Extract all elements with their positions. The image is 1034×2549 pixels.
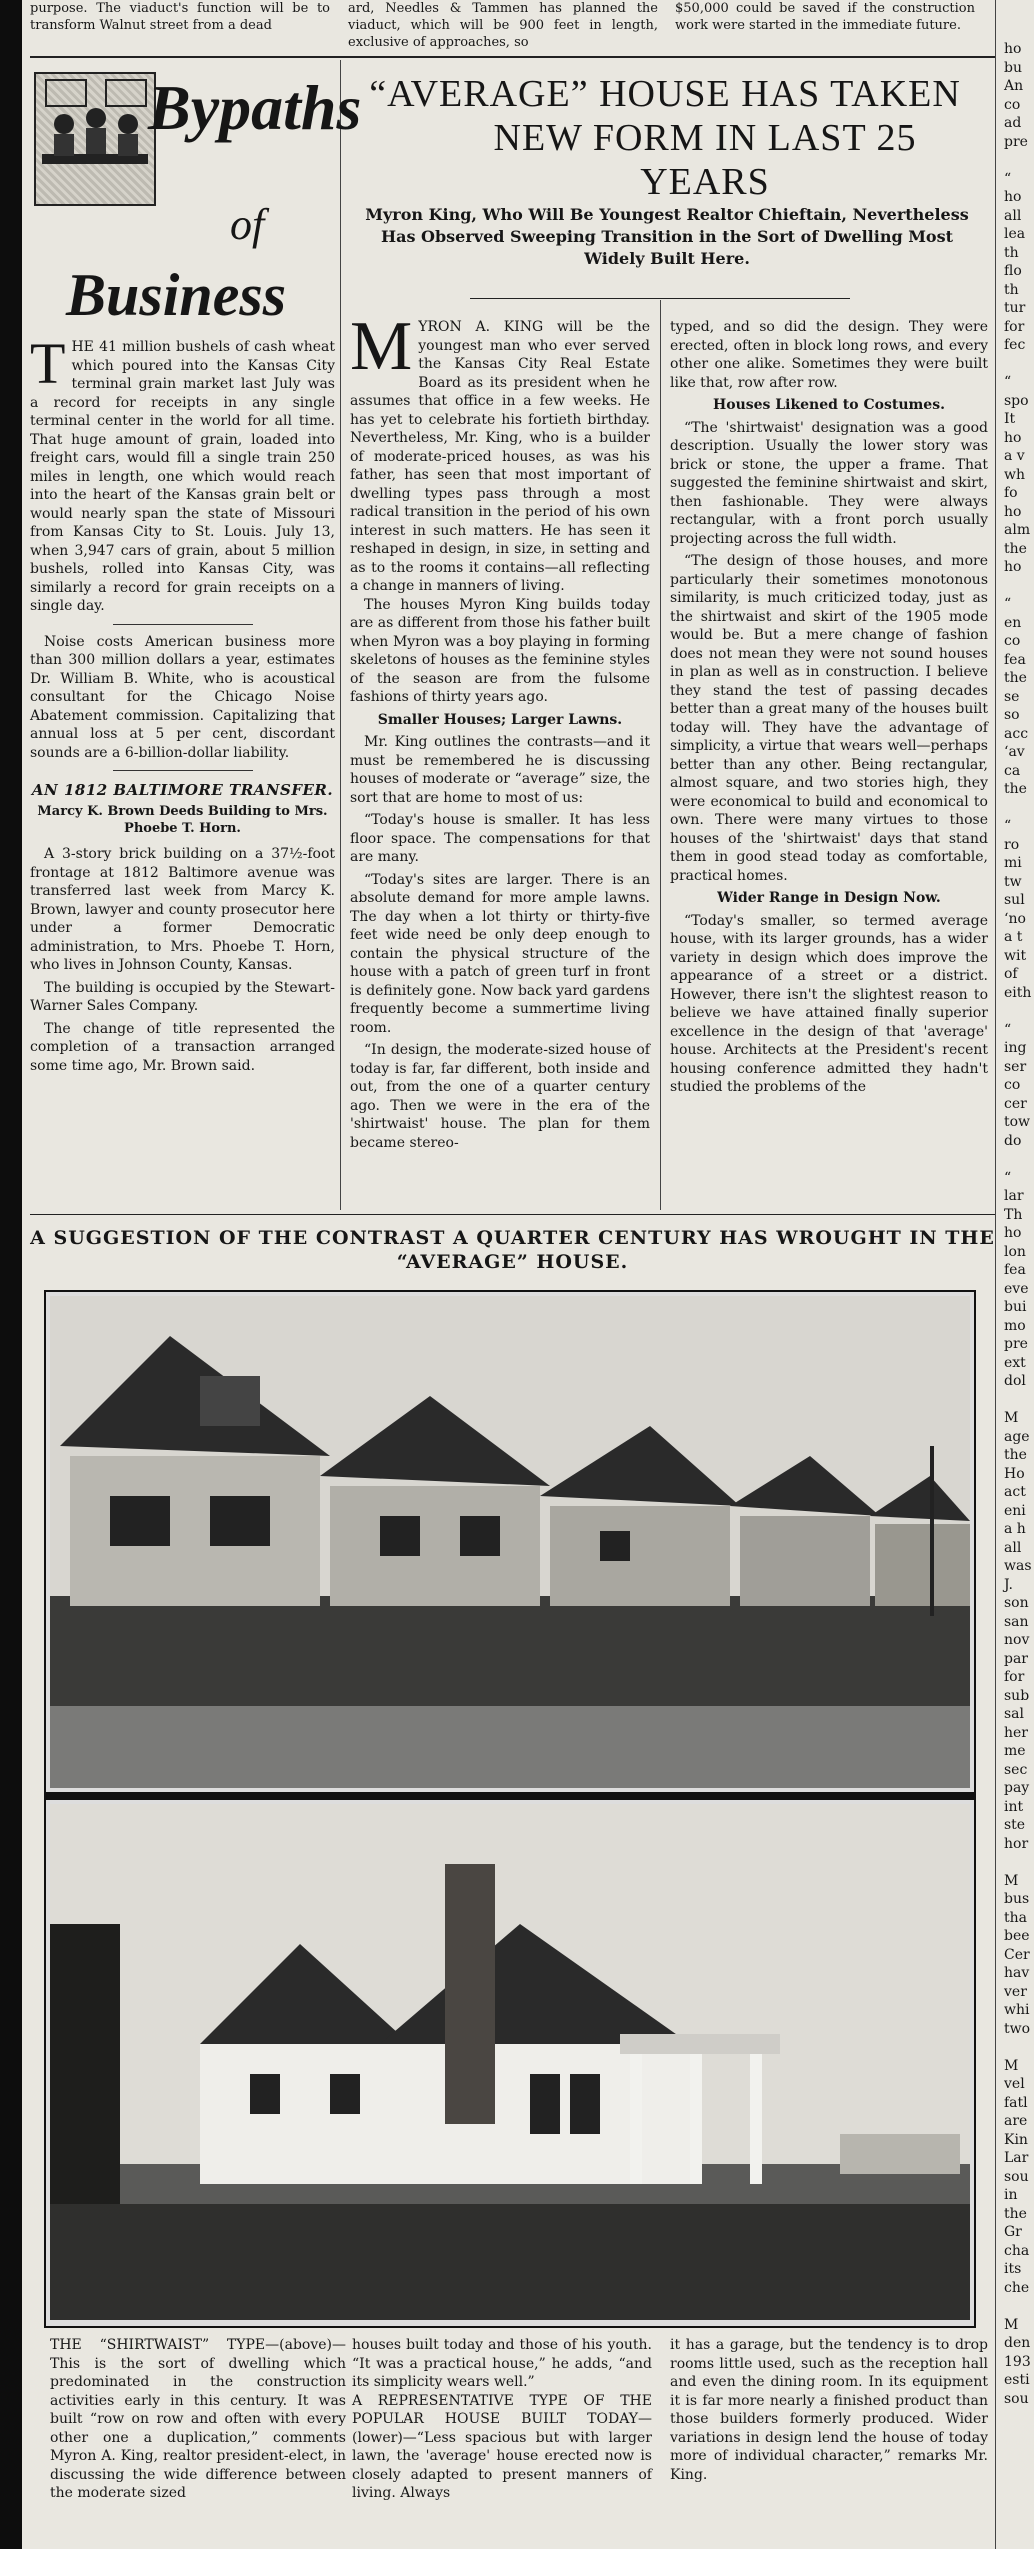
right-column-fragment: ho [1004, 1225, 1022, 1241]
right-column-fragment: “ [1004, 374, 1012, 390]
right-column-fragment: the [1004, 1447, 1027, 1463]
right-column-fragment: eve [1004, 1280, 1029, 1297]
right-column-fragment: cha [1004, 2242, 1030, 2259]
right-column-fragment [1004, 799, 1034, 818]
wheat-drop-cap: T [30, 331, 66, 396]
right-column-fragment: sou [1004, 2390, 1029, 2407]
right-column-fragment: ca [1004, 762, 1021, 779]
right-column-fragment: co [1004, 633, 1021, 649]
right-column-fragment: a v [1004, 448, 1025, 464]
right-column-fragment: whi [1004, 2002, 1030, 2018]
right-column-fragment: acc [1004, 725, 1029, 742]
right-column-fragment: Cer [1004, 1946, 1030, 1963]
right-column-fragment: ho [1004, 429, 1022, 446]
three-men-at-desk-illustration-icon [34, 72, 156, 206]
right-column-fragment: “ [1004, 170, 1012, 187]
right-column-fragment: int [1004, 1798, 1024, 1815]
right-column-fragment: hav [1004, 1965, 1030, 1981]
right-column-fragment: th [1004, 281, 1019, 298]
bypaths-of-business-masthead [30, 68, 362, 338]
right-column-fragment: M [1004, 1410, 1019, 1426]
right-column-fragment: ho [1004, 189, 1022, 205]
article-deck: Myron King, Who Will Be Youngest Realtor Chieftain, Nevertheless Has Observed Sweeping Transition in the Sort of Dwelling Most Widely Built Here. [365, 205, 969, 268]
right-column-fragment: ser [1004, 1058, 1027, 1075]
photo-frame [44, 1290, 976, 2328]
right-column-fragment: san [1004, 1613, 1029, 1630]
right-column-fragment [1004, 355, 1034, 374]
right-column-fragment: esti [1004, 2372, 1030, 2388]
right-column-fragment: eith [1004, 984, 1032, 1001]
right-column-fragment: ste [1004, 1817, 1026, 1833]
article-col2-p2: “The 'shirtwaist' designation was a good description. Usually the lower story was brick or stone, the upper a frame. That suggested the feminine shirtwaist and skirt, then fashionable. They were always rectangular, with a front porch usually projecting across the full width. [670, 419, 988, 547]
right-column-fragment: bus [1004, 1891, 1030, 1907]
right-column-fragment [1004, 1002, 1034, 1021]
right-column-fragment: 193 [1004, 2353, 1031, 2370]
right-column-fragment: che [1004, 2279, 1030, 2296]
headline-line-1: “AVERAGE” HOUSE HAS TAKEN [369, 73, 961, 115]
right-column-fragment [1004, 1853, 1034, 1872]
right-column-fragment: en [1004, 614, 1022, 631]
article-headline [345, 72, 985, 204]
right-column-fragment: co [1004, 1077, 1021, 1093]
right-column-fragment [1004, 1150, 1034, 1169]
top-rule [30, 56, 995, 58]
article-drop-cap: M [350, 308, 413, 385]
top-strip-col-2: ard, Needles & Tammen has planned the viaduct, which will be 900 feet in length, exclusive of approaches, so [348, 1, 658, 50]
column-rule-3 [995, 0, 996, 2549]
right-column-fragment: Lar [1004, 2150, 1029, 2166]
right-column-fragment: alm [1004, 522, 1031, 538]
subhead-wider-range: Wider Range in Design Now. [717, 890, 941, 906]
right-column-fragment: ‘no [1004, 910, 1026, 927]
right-column-fragment: a t [1004, 929, 1023, 945]
right-column-fragment: “ [1004, 818, 1012, 834]
right-column-fragment [1004, 151, 1034, 170]
right-column-fragment: tur [1004, 300, 1026, 316]
right-column-fragment: act [1004, 1484, 1026, 1500]
right-column-fragment: “ [1004, 1021, 1012, 1038]
transfer-body [30, 845, 335, 1075]
wheat-item [30, 331, 335, 616]
article-col1-p4: “Today's house is smaller. It has less floor space. The compensations for that are many. [350, 812, 650, 865]
subhead-houses-likened: Houses Likened to Costumes. [713, 397, 945, 413]
right-column-fragment: do [1004, 1132, 1022, 1149]
column-rule-1 [340, 60, 341, 1210]
right-column-fragment: mo [1004, 1317, 1026, 1334]
article-col1-p6: “In design, the moderate-sized house of today is far, far different, both inside and out, from the one of a quarter century ago. Then we were in the era of the 'shirtwaist' house. The plan for them became stereo- [350, 1042, 650, 1151]
right-cropped-column [1004, 40, 1034, 2540]
left-column [30, 68, 362, 1079]
right-column-fragment [1004, 2038, 1034, 2057]
right-column-fragment: fea [1004, 651, 1026, 668]
right-column-fragment: tow [1004, 1114, 1031, 1130]
right-column-fragment: M [1004, 2316, 1019, 2333]
right-column-fragment: co [1004, 96, 1021, 113]
right-column-fragment: tha [1004, 1909, 1027, 1926]
right-column-fragment: so [1004, 707, 1020, 723]
right-column-fragment: sou [1004, 2168, 1029, 2185]
right-column-fragment: par [1004, 1650, 1029, 1667]
article-col2-p1: typed, and so did the design. They were erected, often in block long rows, and every other one alike. Sometimes they were built like that, row after row. [670, 319, 988, 391]
right-column-fragment: Gr [1004, 2224, 1022, 2240]
right-column-fragment [1004, 577, 1034, 596]
right-column-fragment: fo [1004, 485, 1018, 501]
right-column-fragment: Th [1004, 1206, 1023, 1223]
right-column-fragment: are [1004, 2113, 1028, 2129]
transfer-p2: The building is occupied by the Stewart-Warner Sales Company. [30, 979, 335, 1014]
right-column-fragment: den [1004, 2335, 1031, 2351]
caption-col-1: THE “SHIRTWAIST” TYPE—(above)—This is the sort of dwelling which predominated in the construction activities early in this century. It was built “row on row and often with every other one a duplication,” comments Myron A. King, realtor president-elect, in discussing the wide difference between the moderate sized [50, 2337, 346, 2501]
masthead-word-business: Business [66, 262, 287, 328]
right-column-fragment: pre [1004, 1336, 1028, 1352]
deck-rule [470, 298, 850, 299]
transfer-p3: The change of title represented the completion of a transaction arranged some time ago, Mr. Brown said. [30, 1020, 335, 1074]
transfer-p1: A 3-story brick building on a 37½-foot frontage at 1812 Baltimore avenue was transferred last week from Marcy K. Brown, lawyer and county prosecutor here under a former Democratic administration, to Mrs. Phoebe T. Horn, who lives in Johnson County, Kansas. [30, 846, 335, 973]
right-column-fragment: bee [1004, 1928, 1030, 1944]
right-column-fragment: tw [1004, 873, 1022, 890]
right-column-fragment: ho [1004, 503, 1022, 520]
right-column-fragment: cer [1004, 1095, 1027, 1112]
headline-line-2: NEW FORM IN LAST 25 YEARS [493, 117, 917, 203]
right-column-fragment: ad [1004, 115, 1022, 131]
right-column-fragment: the [1004, 540, 1027, 557]
right-column-fragment: ho [1004, 559, 1022, 575]
right-column-fragment: wh [1004, 466, 1025, 483]
article-col2-p3: “The design of those houses, and more particularly their sometimes monotonous similarity, is much criticized today, just as the shirtwaist and skirt of the 1905 mode would be. But a mere change of fashion does not mean they were not sound houses in plan as well as in construction. I believe they stand the test of passing decades better than a great many of the houses built today will. They have the advantage of simplicity, a virtue that wears well—perhaps better than any other. Being rectangular, almost square, and two stories high, they were economical to build and economical to own. There were many virtues to those houses of the 'shirtwaist' days that stand them in good stead today as comfortable, practical homes. [670, 553, 988, 884]
right-column-fragment: me [1004, 1743, 1026, 1759]
right-column-fragment: hor [1004, 1835, 1029, 1852]
right-column-fragment: lon [1004, 1243, 1026, 1260]
top-strip-col-3: $50,000 could be saved if the construction work were started in the immediate future. [675, 1, 975, 33]
masthead-word-of: of [230, 200, 265, 249]
article-col1-p3: Mr. King outlines the contrasts—and it must be remembered he is discussing houses of moderate or “average” size, the sort that are home to most of us: [350, 734, 650, 806]
wheat-text: HE 41 million bushels of cash wheat which poured into the Kansas City terminal grain market last July was a record for receipts in any single terminal center in the world for all time. That huge amount of grain, loaded into freight cars, would fill a single train 250 miles in length, one which would reach into the heart of the Kansas grain belt or would nearly span the state of Missouri from Kansas City to St. Louis. July 13, when 3,947 cars of grain, about 5 million bushels, rolled into Kansas City, was similarly a record for grain receipts on a single day. [30, 339, 335, 614]
right-column-fragment: An [1004, 78, 1024, 94]
right-column-fragment: ho [1004, 41, 1022, 57]
right-column-fragment: ext [1004, 1354, 1026, 1371]
right-column-fragment: Kin [1004, 2131, 1028, 2148]
right-column-fragment: spo [1004, 392, 1029, 409]
article-col2-p4: “Today's smaller, so termed average house, with its larger grounds, has a wider variety in design which does improve the appearance of a street or a district. However, there isn't the slightest reason to believe we have attained finally superior excellence in the design of that 'average' house. Architects at the President's recent housing conference admitted they hadn't studied the problems of the [670, 912, 988, 1095]
right-column-fragment: eni [1004, 1502, 1026, 1519]
item-divider [113, 624, 253, 625]
right-column-fragment: ver [1004, 1983, 1027, 2000]
right-column-fragment: in [1004, 2187, 1018, 2203]
article-col1-p1: YRON A. KING will be the youngest man who ever served the Kansas City Real Estate Board as its president when he assumes that office in a few weeks. He has yet to celebrate his fortieth birthday. Nevertheless, Mr. King, who is a builder of moderate-priced houses, as was his father, has seen that most important of dwelling types pass through a most radical transition in the period of his own interest in such matters. He has seen it reshaped in design, in size, in setting and as to the rooms it contains—all reflecting a change in manners of living. [350, 319, 650, 594]
right-column-fragment: her [1004, 1724, 1028, 1741]
subhead-smaller-houses: Smaller Houses; Larger Lawns. [377, 711, 623, 728]
right-column-fragment: “ [1004, 596, 1012, 612]
right-column-fragment: J. [1004, 1576, 1013, 1593]
right-column-fragment: vel [1004, 2076, 1025, 2092]
top-strip [30, 0, 995, 52]
right-column-fragment: fea [1004, 1262, 1026, 1278]
right-column-fragment: for [1004, 318, 1025, 335]
right-column-fragment: ro [1004, 836, 1020, 853]
right-column-fragment: mi [1004, 855, 1022, 871]
column-rule-2 [660, 300, 661, 1210]
right-column-fragment [1004, 2297, 1034, 2316]
noise-text: Noise costs American business more than 300 million dollars a year, estimates Dr. William B. White, who is acoustical consultant for the Chicago Noise Abatement commission. Capitalizing that annual loss at 5 per cent, discordant sounds are a 6-billion-dollar liability. [30, 633, 335, 761]
caption-col-2 [352, 2336, 652, 2503]
caption-col-3: it has a garage, but the tendency is to drop rooms little used, such as the reception hall and even the dining room. In its equipment it is far more nearly a finished product than those builders formerly produced. Wider variations in design lend the house of today more of individual character,” remarks Mr. King. [670, 2337, 988, 2483]
right-column-fragment: bu [1004, 59, 1022, 76]
right-column-fragment: a h [1004, 1521, 1026, 1537]
photo-divider [46, 1792, 974, 1800]
right-column-fragment: fec [1004, 337, 1026, 353]
right-column-fragment: age [1004, 1428, 1030, 1445]
right-column-fragment: ‘av [1004, 744, 1025, 760]
article-column-1 [350, 308, 650, 1156]
transfer-deck: Marcy K. Brown Deeds Building to Mrs. Phoebe T. Horn. [37, 804, 328, 836]
right-column-fragment: sul [1004, 892, 1025, 908]
caption-col2-b: A REPRESENTATIVE TYPE OF THE POPULAR HOUSE BUILT TODAY—(lower)—“Less spacious but with larger lawn, the 'average' house erected now is closely adapted to present manners of living. Always [352, 2392, 652, 2501]
right-column-fragment: M [1004, 2057, 1019, 2074]
right-column-fragment: its [1004, 2261, 1022, 2277]
shirtwaist-houses-photo [50, 1296, 970, 1788]
right-column-fragment: Ho [1004, 1465, 1025, 1482]
photo-headline: A SUGGESTION OF THE CONTRAST A QUARTER CENTURY HAS WROUGHT IN THE “AVERAGE” HOUSE. [30, 1227, 995, 1273]
right-column-fragment: ing [1004, 1040, 1027, 1056]
right-column-fragment: two [1004, 2020, 1031, 2037]
right-column-fragment: sal [1004, 1706, 1025, 1722]
noise-item [30, 633, 335, 763]
right-column-fragment: pay [1004, 1780, 1030, 1796]
right-column-fragment: for [1004, 1669, 1025, 1685]
item-divider [113, 770, 253, 771]
top-strip-col-1: purpose. The viaduct's function will be to transform Walnut street from a dead [30, 1, 330, 33]
page-binding-edge [0, 0, 22, 2549]
right-column-fragment: It [1004, 411, 1016, 427]
article-column-2 [670, 318, 988, 1101]
right-column-fragment: flo [1004, 263, 1022, 279]
right-column-fragment: all [1004, 1539, 1022, 1556]
modern-house-photo [50, 1804, 970, 2320]
right-column-fragment: son [1004, 1595, 1029, 1611]
right-column-fragment: “ [1004, 1169, 1012, 1186]
right-column-fragment [1004, 1391, 1034, 1410]
transfer-headline: AN 1812 BALTIMORE TRANSFER. [31, 781, 334, 799]
right-column-fragment: all [1004, 207, 1022, 224]
right-column-fragment: the [1004, 781, 1027, 797]
right-column-fragment: was [1004, 1558, 1032, 1574]
right-column-fragment: the [1004, 2205, 1027, 2222]
right-column-fragment: the [1004, 670, 1027, 686]
right-column-fragment: wit [1004, 947, 1027, 964]
right-column-fragment: sub [1004, 1687, 1030, 1704]
photo-top-rule [30, 1214, 995, 1215]
right-column-fragment: pre [1004, 133, 1028, 150]
right-column-fragment: dol [1004, 1373, 1026, 1389]
right-column-fragment: lar [1004, 1188, 1024, 1204]
article-col1-p2: The houses Myron King builds today are as different from those his father built when Myron was a boy playing in forming skeletons of houses as the feminine styles of the season are from the fulsome fashions of thirty years ago. [350, 596, 650, 705]
caption-col2-a: houses built today and those of his youth. “It was a practical house,” he adds, “and its simplicity wears well.” [352, 2337, 652, 2390]
right-column-fragment: M [1004, 1872, 1019, 1889]
right-column-fragment: lea [1004, 226, 1026, 242]
right-column-fragment: bui [1004, 1299, 1027, 1315]
right-column-fragment: fatl [1004, 2094, 1028, 2111]
article-col1-p5: “Today's sites are larger. There is an absolute demand for more ample lawns. The day when a lot thirty or thirty-five feet wide need be only deep enough to contain the physical structure of the house with a patch of green turf in front is definitely gone. Now back yard gardens frequently become a summertime living room. [350, 871, 650, 1036]
masthead-word-bypaths: Bypaths [148, 72, 362, 143]
right-column-fragment: of [1004, 966, 1018, 982]
right-column-fragment: nov [1004, 1632, 1030, 1648]
right-column-fragment: se [1004, 688, 1020, 705]
right-column-fragment: th [1004, 244, 1019, 261]
right-column-fragment: sec [1004, 1761, 1028, 1778]
